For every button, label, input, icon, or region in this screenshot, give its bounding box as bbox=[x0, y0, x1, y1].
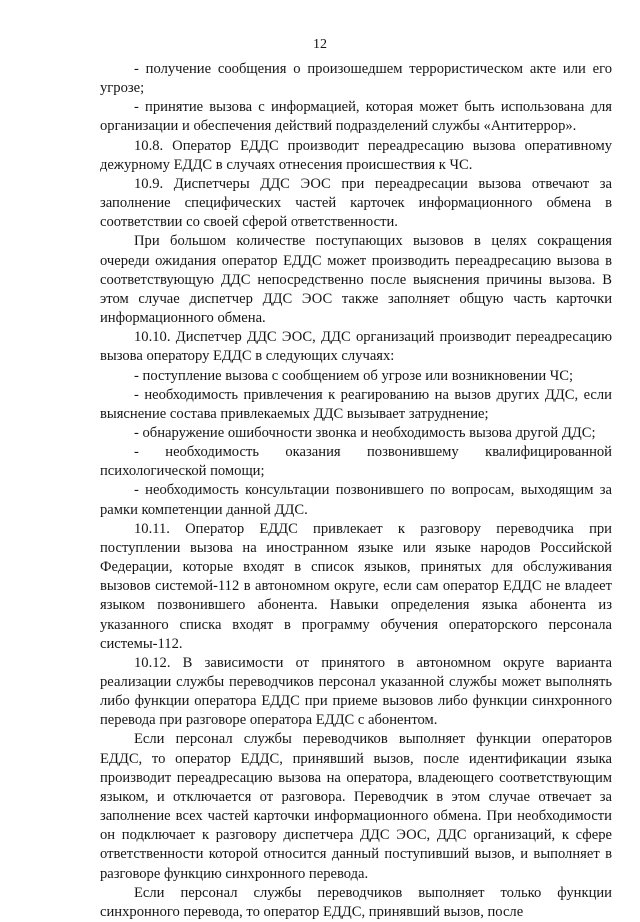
paragraph: - необходимость консультации позвонившего по вопросам, выходящим за рамки компетенции данной ДДС. bbox=[100, 482, 612, 518]
paragraph: 10.9. Диспетчеры ДДС ЭОС при переадресации вызова отвечают за заполнение специфических частей карточек информационного обмена в соответствии со своей сферой ответственности. bbox=[100, 175, 612, 231]
paragraph: При большом количестве поступающих вызовов в целях сокращения очереди ожидания оператор ЕДДС может производить переадресацию вызова в соответствующую ДДС непосредственно после выяснения причины вызова. В этом случае диспетчер ДДС ЭОС также заполняет общую часть карточки информационного обмена. bbox=[100, 233, 612, 327]
paragraph: - принятие вызова с информацией, которая может быть использована для организации и обеспечения действий подразделений службы «Антитеррор». bbox=[100, 99, 612, 135]
paragraph: 10.8. Оператор ЕДДС производит переадресацию вызова оперативному дежурному ЕДДС в случаях отнесения происшествия к ЧС. bbox=[100, 137, 612, 173]
paragraph: Если персонал службы переводчиков выполняет только функции синхронного перевода, то оператор ЕДДС, принявший вызов, после bbox=[100, 884, 612, 920]
paragraph: - получение сообщения о произошедшем террористическом акте или его угрозе; bbox=[100, 61, 612, 97]
document-body bbox=[100, 60, 612, 922]
paragraph: 10.12. В зависимости от принятого в автономном округе варианта реализации службы переводчиков персонал указанной службы может выполнять либо функции оператора ЕДДС при приеме вызовов либо функции синхронного перевода при разговоре оператора ЕДДС с абонентом. bbox=[100, 654, 612, 729]
paragraph: Если персонал службы переводчиков выполняет функции операторов ЕДДС, то оператор ЕДДС, принявший вызов, после идентификации языка производит переадресацию вызова на оператора, владеющего соответствующим языком, и отключается от разговора. Переводчик в этом случае отвечает за заполнение всех частей карточки информационного обмена. При необходимости он подключает к разговору диспетчера ДДС ЭОС, ДДС организаций, к сфере ответственности которой относится данный поступивший вызов, и выполняет в разговоре функцию синхронного перевода. bbox=[100, 731, 612, 882]
paragraph: - обнаружение ошибочности звонка и необходимость вызова другой ДДС; bbox=[134, 424, 596, 441]
paragraph: - необходимость оказания позвонившему квалифицированной психологической помощи; bbox=[100, 444, 612, 480]
paragraph: 10.11. Оператор ЕДДС привлекает к разговору переводчика при поступлении вызова на иностранном языке или языке народов Российской Федерации, которые входят в список языков, принятых для обслуживания вызовов системой-112 в автономном округе, если сам оператор ЕДДС не владеет языком позвонившего абонента. Навыки определения языка абонента из указанного списка входят в программу обучения операторского персонала системы-112. bbox=[100, 520, 612, 652]
paragraph: 10.10. Диспетчер ДДС ЭОС, ДДС организаций производит переадресацию вызова оператору ЕДДС в следующих случаях: bbox=[100, 329, 612, 365]
page-number: 12 bbox=[313, 37, 327, 52]
paragraph: - поступление вызова с сообщением об угрозе или возникновении ЧС; bbox=[134, 367, 574, 384]
paragraph: - необходимость привлечения к реагированию на вызов других ДДС, если выяснение состава привлекаемых ДДС вызывает затруднение; bbox=[100, 386, 612, 422]
